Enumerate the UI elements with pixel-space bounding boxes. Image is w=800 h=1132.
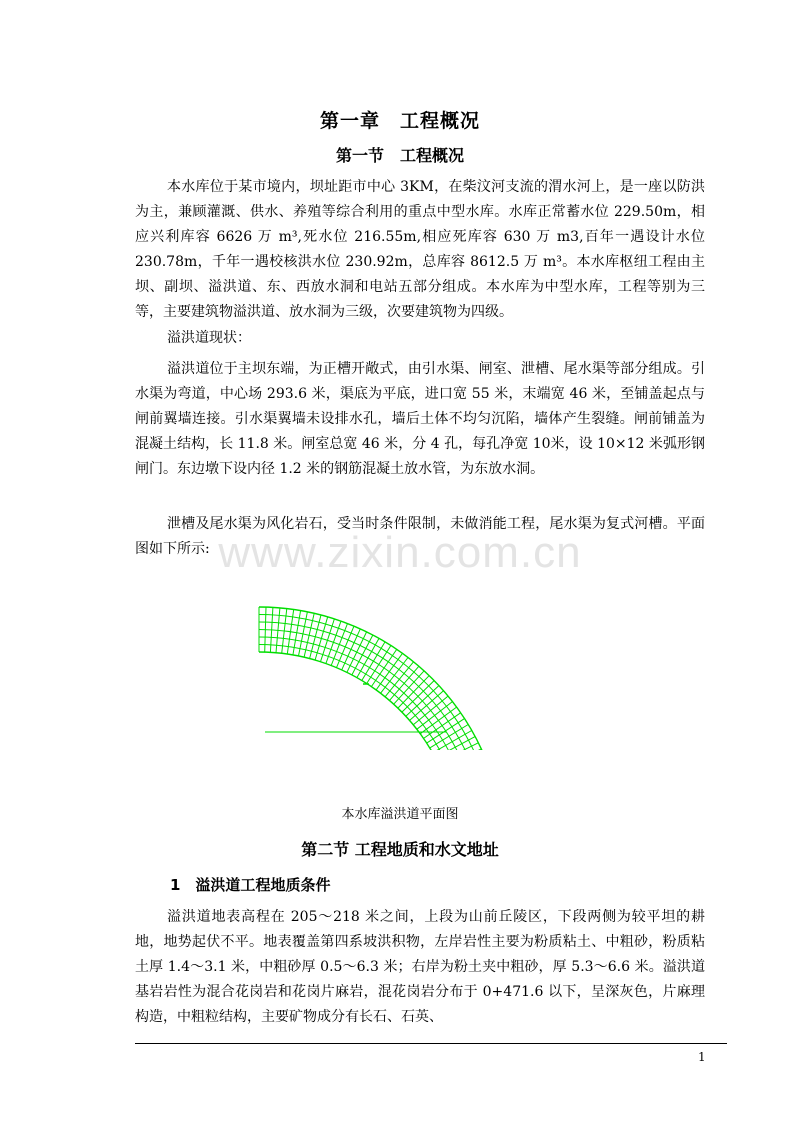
- spillway-grid-radial: [424, 713, 461, 739]
- spillway-edge-line: [259, 607, 492, 750]
- spillway-grid-radial: [265, 607, 266, 652]
- section-title-geology: 第二节 工程地质和水文地址: [301, 840, 499, 859]
- spillway-grid-radial: [331, 624, 347, 666]
- spillway-grid-radial: [417, 702, 453, 730]
- figure-caption: 本水库溢洪道平面图: [341, 807, 459, 822]
- spillway-grid-radial: [441, 749, 482, 750]
- paragraph-geology: 溢洪道地表高程在 205～218 米之间，上段为山前丘陵区，下段两侧为较平坦的耕地，地势起伏不平。地表覆盖第四系坡洪积物，左岸岩性主要为粉质粘土、中粗砂，粉质粘土厚 1.4～3.1 米，中粗砂厚 0.5～6.3 米；右岸为粉土夹中粗砂，厚 5.3～6.6 米。溢洪道基岩岩性为混合花岗岩和花岗片麻岩，混花岗岩分布于 0+471.6 以下，呈深灰色，片麻理构造，中粗粒结构，主要矿物成分有长石、石英、: [135, 909, 705, 1025]
- spillway-grid-radial: [427, 719, 465, 744]
- spillway-grid-radial: [420, 707, 456, 734]
- chapter-title: 第一章 工程概况: [319, 110, 480, 132]
- page-number: 1: [698, 1050, 706, 1064]
- spillway-grid-radial: [390, 666, 419, 700]
- spillway-grid-radial: [326, 621, 341, 663]
- paragraph-spillway-description: 溢洪道位于主坝东端，为正槽开敞式，由引水渠、闸室、泄槽、尾水渠等部分组成。引水渠为弯道，中心场 293.6 米，渠底为平底，进口宽 55 米，末端宽 46 米，至铺盖起点与闸前翼墙连接。引水渠翼墙未设排水孔，墙后土体不均匀沉陷，墙体产生裂缝。闸前铺盖为混凝土结构，长 11.8 米。闸室总宽 46 米，分 4 孔，每孔净宽 10米，设 10×12 米弧形钢闸门。东边墩下设内径 1.2 米的钢筋混凝土放水管，为东放水洞。: [135, 361, 705, 477]
- spillway-grid-radial: [321, 619, 335, 662]
- spillway-grid-radial: [381, 658, 408, 694]
- paragraph-spillway-status-heading: 溢洪道现状：: [167, 330, 251, 346]
- paragraph-chute-description: 泄槽及尾水渠为风化岩石，受当时条件限制，未做消能工程，尾水渠为复式河槽。平面图如下所示:: [135, 516, 705, 557]
- subsection-title: 1 溢洪道工程地质条件: [170, 876, 331, 894]
- watermark: www.zixin.com.cn: [218, 528, 582, 577]
- spillway-grid-radial: [371, 649, 396, 686]
- spillway-plan-drawing: [250, 600, 540, 750]
- paragraph-overview: 本水库位于某市境内，坝址距市中心 3KM，在柴汶河支流的渭水河上，是一座以防洪为主，兼顾灌溉、供水、养殖等综合利用的重点中型水库。水库正常蓄水位 229.50m，相应兴利库容 6626 万 m³,死水位 216.55m,相应死库容 630 万 m3,百年一遇设计水位 230.78m，千年一遇校核洪水位 230.92m，总库容 8612.5 万 m³。本水库枢纽工程由主坝、副坝、溢洪道、东、西放水洞和电站五部分组成。本水库为中型水库，工程等别为三等，主要建筑物溢洪道、放水洞为三级，次要建筑物为四级。: [135, 179, 705, 320]
- section-title: 第一节 工程概况: [335, 146, 464, 165]
- footer-rule: [135, 1043, 727, 1044]
- spillway-grid-radial: [376, 653, 402, 690]
- spillway-grid-radial: [385, 662, 413, 697]
- spillway-grid-radial: [413, 696, 448, 725]
- spillway-grid-radial: [410, 691, 444, 721]
